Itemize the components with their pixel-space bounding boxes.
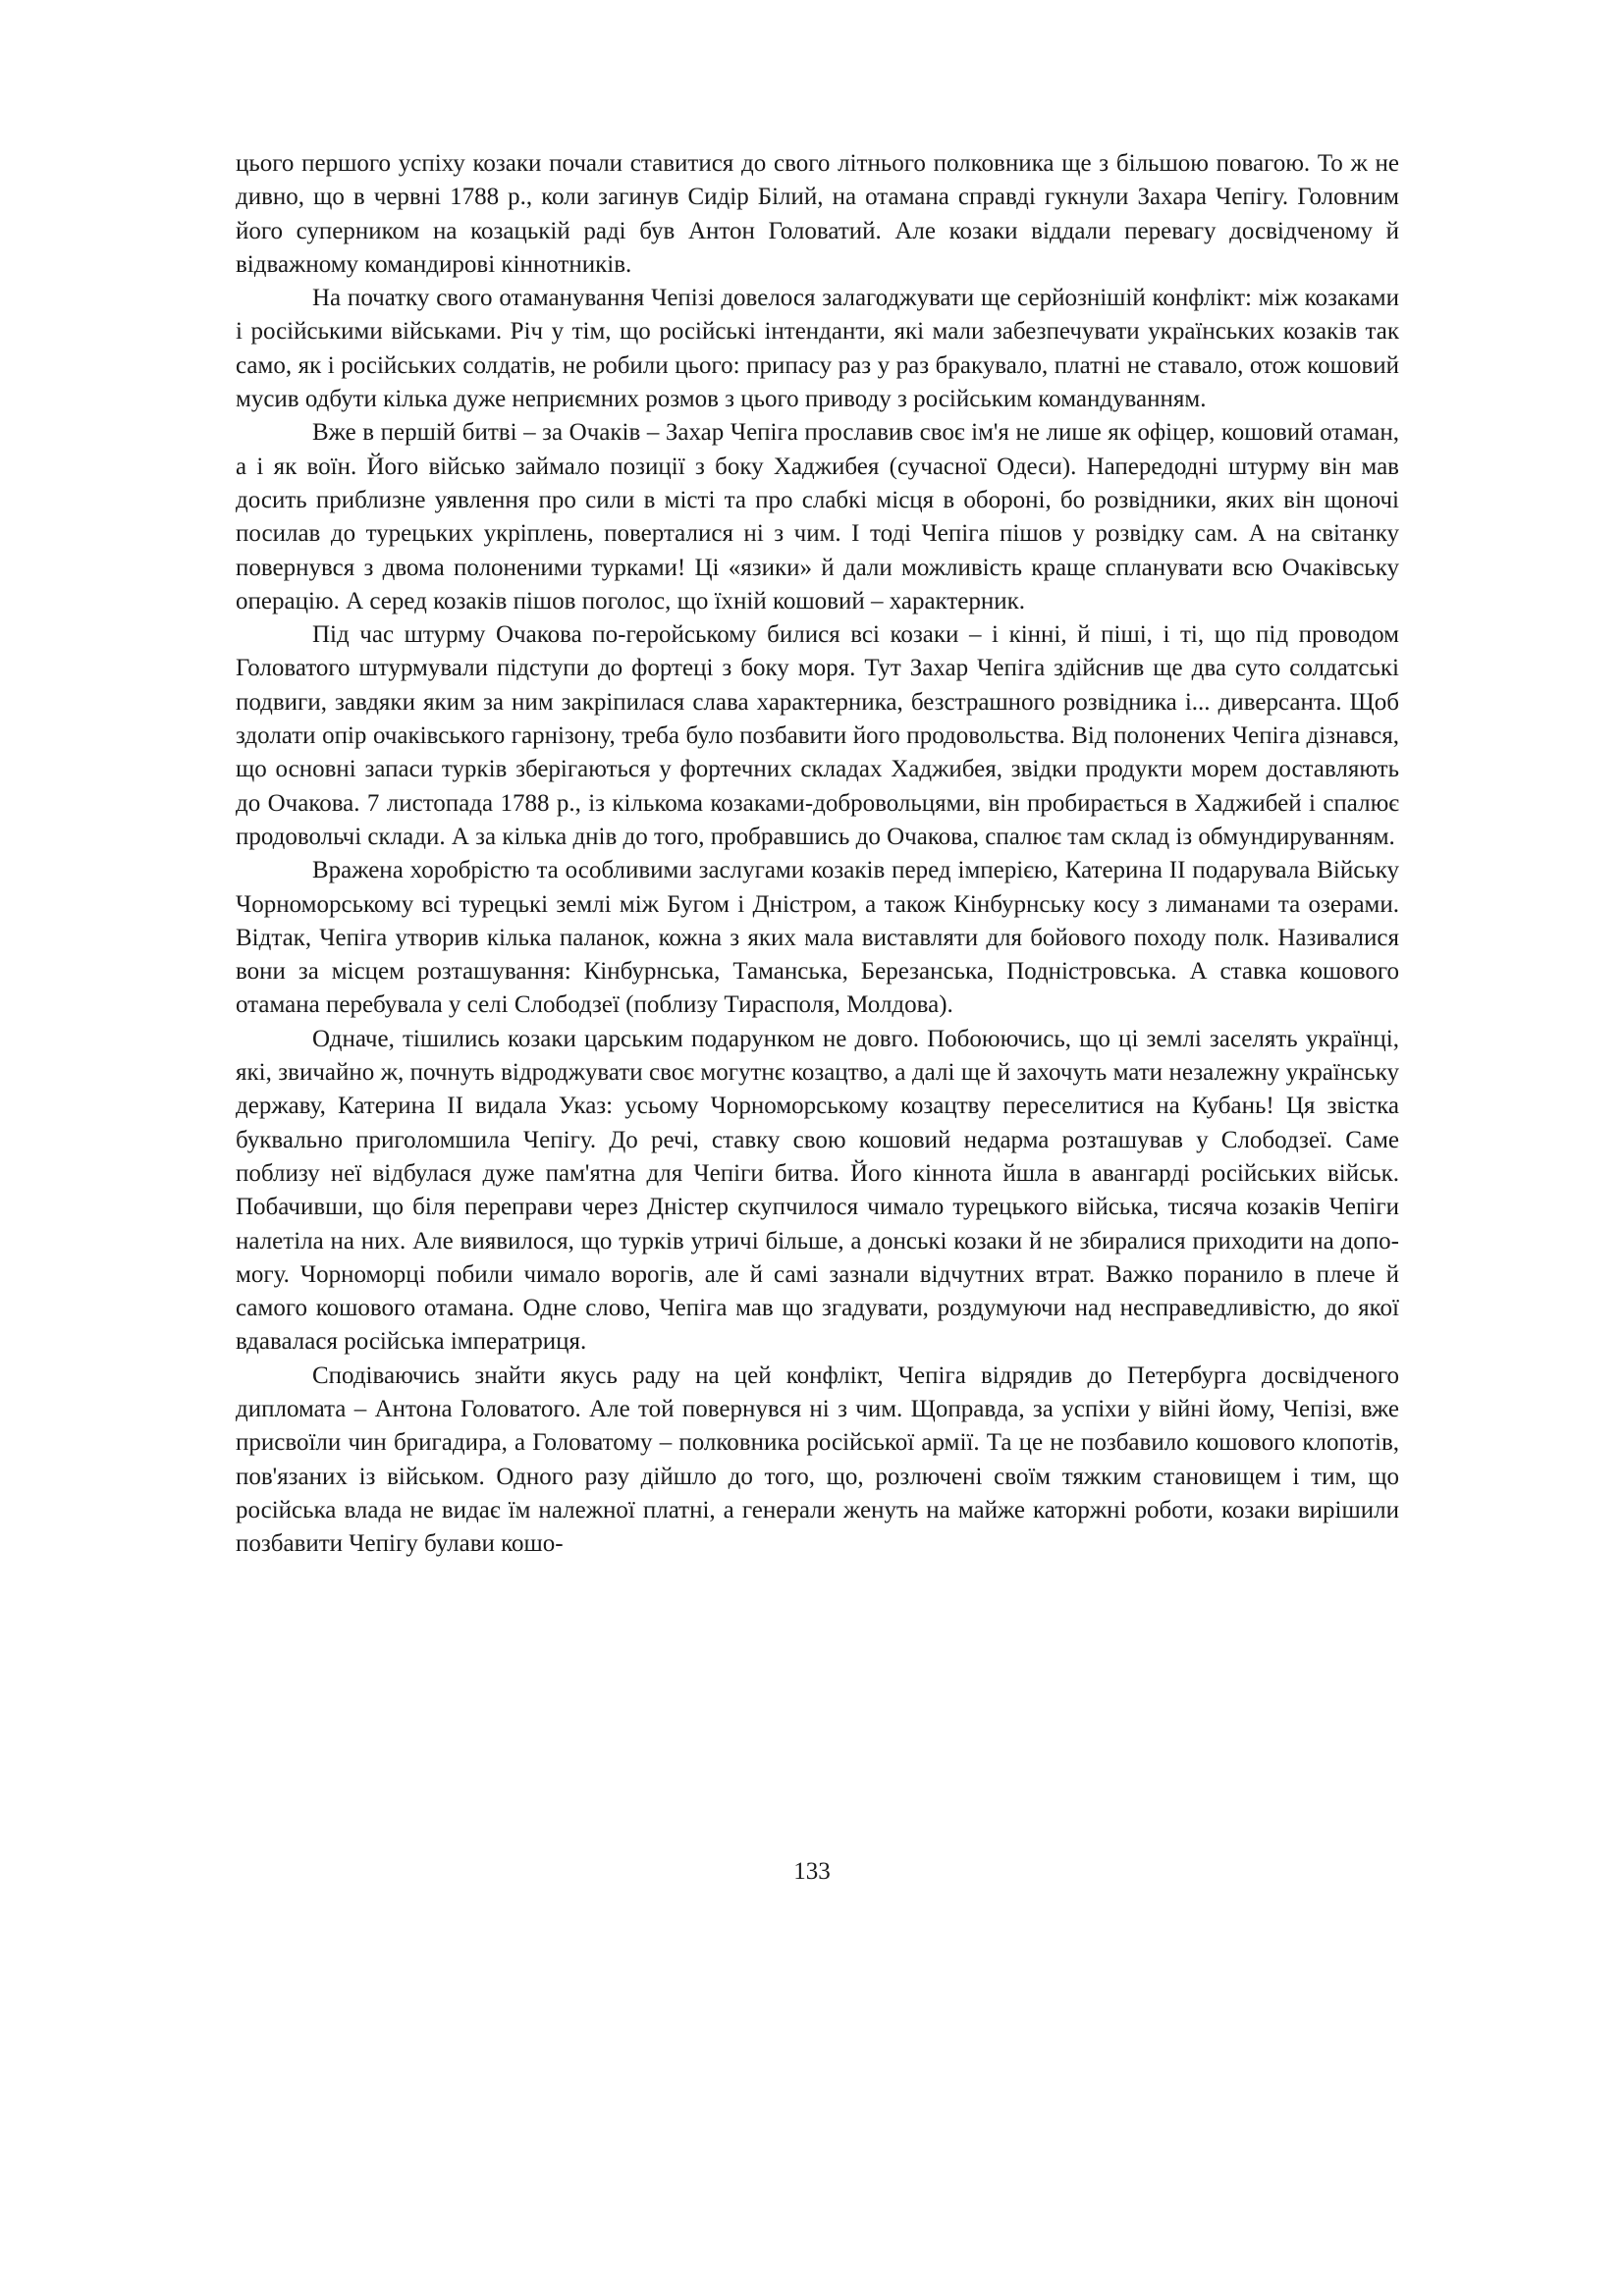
paragraph: На початку свого отаманування Чепізі довелося залагоджувати ще серйознішій конфлікт: між козаками і російськими військами. Річ у тім, що російські інтенданти, які мали забезпечувати українських козаків так само, як і російських солдатів, не робили цього: припасу раз у раз бракувало, платні не ставало, отож кошовий мусив одбути кілька дуже неприємних розмов з цього приводу з російським командуванням. [236,285,1399,413]
paragraph: Одначе, тішились козаки царським подарунком не довго. Побоюючись, що ці землі заселять українці, які, звичайно ж, почнуть відроджувати своє могутнє козацтво, а далі ще й захочуть мати незалежну українську державу, Катерина ІІ видала Указ: усьому Чорноморському козацтву переселитися на Кубань! Ця звістка буквально приголомшила Чепігу. До речі, ставку свою кошовий недарма розташував у Слободзеї. Саме поблизу неї відбулася дуже пам'ятна для Чепіги битва. Його кіннота йшла в авангарді російських військ. Побачивши, що біля переправи через Дністер скупчилося чимало турецького війська, тисяча козаків Чепіги налетіла на них. Але виявилося, що турків утричі більше, а донські козаки й не збиралися приходити на допомогу. Чорноморці побили чимало ворогів, але й самі зазнали відчутних втрат. Важко поранило в плече й самого кошового отамана. Одне слово, Чепіга мав що згадувати, роздумуючи над несправедливістю, до якої вдавалася російська імператриця. [236,1025,1399,1356]
paragraph: Вже в першій битві – за Очаків – Захар Чепіга прославив своє ім'я не лише як офіцер, кошовий отаман, а і як воїн. Його військо займало позиції з боку Хаджибея (сучасної Одеси). Напередодні штурму він мав досить приблизне уявлення про сили в місті та про слабкі місця в обороні, бо розвідники, яких він щоночі посилав до турецьких укріплень, поверталися ні з чим. І тоді Чепіга пішов у розвідку сам. А на світанку повернувся з двома полоненими турками! Ці «язики» й дали можливість краще спланувати всю Очаківську операцію. А серед козаків пішов поголос, що їхній кошовий – характерник. [236,419,1399,614]
paragraph: Під час штурму Очакова по-геройському билися всі козаки – і кінні, й піші, і ті, що під проводом Головатого штурмували підступи до фортеці з боку моря. Тут Захар Чепіга здійснив ще два суто солдатські подвиги, завдяки яким за ним закріпилася слава характерника, безстрашного розвідника і... диверсанта. Щоб здолати опір очаківського гарнізону, треба було позбавити його продовольства. Від полонених Чепіга дізнався, що основні запаси турків зберігаються у фортечних складах Хаджибея, звідки продукти морем доставляють до Очакова. 7 листопада 1788 р., із кількома козаками-добровольцями, він пробирається в Хаджибей і спалює продовольчі склади. А за кілька днів до того, пробравшись до Очакова, спалює там склад із обмундируванням. [236,621,1399,850]
paragraph: Сподіваючись знайти якусь раду на цей конфлікт, Чепіга відрядив до Петербурга досвідченого дипломата – Антона Головатого. Але той повернувся ні з чим. Щоправда, за успіхи у війні йому, Чепізі, вже присвоїли чин бригадира, а Головатому – полковника російської армії. Та це не позбавило кошового клопотів, пов'язаних із військом. Одного разу дійшло до того, що, розлючені своїм тяжким становищем і тим, що російська влада не видає їм належної платні, а генерали женуть на майже каторжні роботи, козаки вирішили позбавити Чепігу булави кошо- [236,1362,1399,1558]
body-text [236,147,1399,1561]
page-number: 133 [793,1858,831,1885]
paragraph-continuation: цього першого успіху козаки почали ставитися до свого літнього полковника ще з більшою повагою. То ж не дивно, що в червні 1788 р., коли загинув Сидір Білий, на отамана справді гукнули Захара Чепігу. Головним його суперником на козацькій раді був Антон Головатий. Але козаки віддали перевагу досвідченому й відважному командирові кіннотників. [236,150,1399,278]
paragraph: Вражена хоробрістю та особливими заслугами козаків перед імперією, Катерина ІІ подарувала Війську Чорноморському всі турецькі землі між Бугом і Дністром, а також Кінбурнську косу з лиманами та озерами. Відтак, Чепіга утворив кілька паланок, кожна з яких мала виставляти для бойового походу полк. Називалися вони за місцем розташування: Кінбурнська, Таманська, Березанська, Подністровська. А ставка кошового отамана перебувала у селі Слободзеї (поблизу Тирасполя, Молдова). [236,857,1399,1019]
